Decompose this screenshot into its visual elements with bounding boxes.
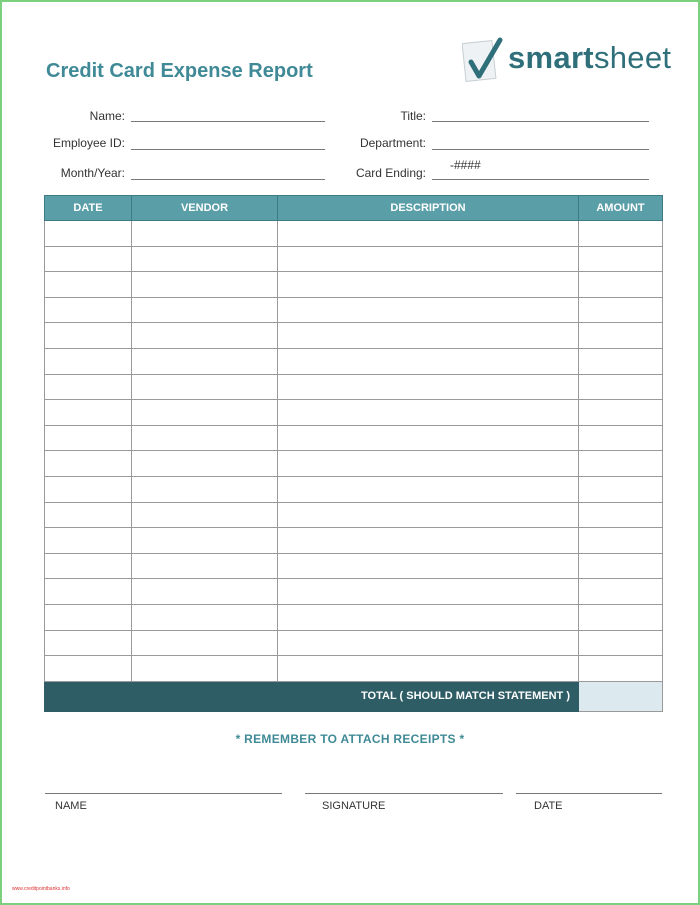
- vendor-cell[interactable]: [132, 246, 278, 272]
- table-row: [45, 221, 663, 247]
- description-cell[interactable]: [278, 502, 579, 528]
- description-cell[interactable]: [278, 348, 579, 374]
- vendor-cell[interactable]: [132, 221, 278, 247]
- vendor-cell[interactable]: [132, 400, 278, 426]
- total-row: [45, 681, 663, 711]
- description-cell[interactable]: [278, 604, 579, 630]
- amount-cell[interactable]: [579, 579, 663, 605]
- date-cell[interactable]: [45, 630, 132, 656]
- table-row: [45, 297, 663, 323]
- name-label: Name:: [89, 109, 125, 123]
- vendor-cell[interactable]: [132, 579, 278, 605]
- employee-id-field[interactable]: [131, 149, 325, 150]
- amount-cell[interactable]: [579, 656, 663, 682]
- table-row: [45, 348, 663, 374]
- description-cell[interactable]: [278, 246, 579, 272]
- footer-watermark: www.creditpointbanks.info: [12, 886, 70, 892]
- date-cell[interactable]: [45, 246, 132, 272]
- department-label: Department:: [359, 136, 426, 150]
- table-row: [45, 656, 663, 682]
- card-ending-value: -####: [450, 158, 481, 172]
- signature-date-label: DATE: [534, 800, 563, 812]
- employee-id-label: Employee ID:: [52, 136, 125, 150]
- date-cell[interactable]: [45, 425, 132, 451]
- description-cell[interactable]: [278, 374, 579, 400]
- date-cell[interactable]: [45, 502, 132, 528]
- table-row: [45, 400, 663, 426]
- logo-wordmark: smartsheet: [508, 40, 672, 75]
- month-year-field[interactable]: [131, 179, 325, 180]
- description-cell[interactable]: [278, 553, 579, 579]
- table-row: [45, 630, 663, 656]
- table-row: [45, 374, 663, 400]
- title-field[interactable]: [432, 121, 649, 122]
- table-header-row: [45, 196, 663, 221]
- description-cell[interactable]: [278, 297, 579, 323]
- date-cell[interactable]: [45, 579, 132, 605]
- table-row: [45, 579, 663, 605]
- table-row: [45, 451, 663, 477]
- date-cell[interactable]: [45, 297, 132, 323]
- vendor-cell[interactable]: [132, 272, 278, 298]
- date-cell[interactable]: [45, 348, 132, 374]
- amount-cell[interactable]: [579, 246, 663, 272]
- description-cell[interactable]: [278, 579, 579, 605]
- vendor-cell[interactable]: [132, 348, 278, 374]
- header-description: DESCRIPTION: [278, 196, 579, 221]
- table-row: [45, 323, 663, 349]
- report-title: Credit Card Expense Report: [46, 60, 313, 82]
- vendor-cell[interactable]: [132, 528, 278, 554]
- date-cell[interactable]: [45, 323, 132, 349]
- header-date: DATE: [45, 196, 132, 221]
- date-cell[interactable]: [45, 604, 132, 630]
- title-label: Title:: [400, 109, 426, 123]
- date-cell[interactable]: [45, 272, 132, 298]
- amount-cell[interactable]: [579, 502, 663, 528]
- date-cell[interactable]: [45, 528, 132, 554]
- description-cell[interactable]: [278, 272, 579, 298]
- vendor-cell[interactable]: [132, 656, 278, 682]
- signature-name-label: NAME: [55, 800, 87, 812]
- card-ending-field[interactable]: [432, 179, 649, 180]
- card-ending-label: Card Ending:: [355, 166, 426, 180]
- signature-line[interactable]: [305, 793, 503, 794]
- amount-cell[interactable]: [579, 323, 663, 349]
- vendor-cell[interactable]: [132, 502, 278, 528]
- date-cell[interactable]: [45, 400, 132, 426]
- department-field[interactable]: [432, 149, 649, 150]
- amount-cell[interactable]: [579, 630, 663, 656]
- date-signature-line[interactable]: [516, 793, 662, 794]
- amount-cell[interactable]: [579, 297, 663, 323]
- date-cell[interactable]: [45, 553, 132, 579]
- amount-cell[interactable]: [579, 221, 663, 247]
- vendor-cell[interactable]: [132, 425, 278, 451]
- table-row: [45, 425, 663, 451]
- description-cell[interactable]: [278, 656, 579, 682]
- vendor-cell[interactable]: [132, 553, 278, 579]
- table-row: [45, 272, 663, 298]
- amount-cell[interactable]: [579, 374, 663, 400]
- amount-cell[interactable]: [579, 400, 663, 426]
- header-vendor: VENDOR: [132, 196, 278, 221]
- amount-cell[interactable]: [579, 528, 663, 554]
- date-cell[interactable]: [45, 374, 132, 400]
- table-row: [45, 528, 663, 554]
- total-label: TOTAL ( SHOULD MATCH STATEMENT ): [45, 681, 579, 711]
- description-cell[interactable]: [278, 323, 579, 349]
- name-signature-line[interactable]: [45, 793, 282, 794]
- checkmark-icon: [462, 36, 506, 86]
- vendor-cell[interactable]: [132, 323, 278, 349]
- vendor-cell[interactable]: [132, 604, 278, 630]
- description-cell[interactable]: [278, 425, 579, 451]
- description-cell[interactable]: [278, 221, 579, 247]
- table-row: [45, 553, 663, 579]
- description-cell[interactable]: [278, 630, 579, 656]
- header-amount: AMOUNT: [579, 196, 663, 221]
- vendor-cell[interactable]: [132, 297, 278, 323]
- table-row: [45, 476, 663, 502]
- vendor-cell[interactable]: [132, 476, 278, 502]
- amount-cell[interactable]: [579, 604, 663, 630]
- amount-cell[interactable]: [579, 451, 663, 477]
- table-row: [45, 502, 663, 528]
- amount-cell[interactable]: [579, 476, 663, 502]
- smartsheet-logo: [462, 36, 682, 86]
- name-field[interactable]: [131, 121, 325, 122]
- total-amount-cell[interactable]: [579, 681, 663, 711]
- table-row: [45, 246, 663, 272]
- date-cell[interactable]: [45, 476, 132, 502]
- amount-cell[interactable]: [579, 272, 663, 298]
- vendor-cell[interactable]: [132, 374, 278, 400]
- amount-cell[interactable]: [579, 553, 663, 579]
- date-cell[interactable]: [45, 221, 132, 247]
- vendor-cell[interactable]: [132, 630, 278, 656]
- signature-label: SIGNATURE: [322, 800, 386, 812]
- expense-table: [44, 195, 663, 712]
- description-cell[interactable]: [278, 400, 579, 426]
- receipts-reminder: * REMEMBER TO ATTACH RECEIPTS *: [235, 732, 465, 746]
- amount-cell[interactable]: [579, 425, 663, 451]
- vendor-cell[interactable]: [132, 451, 278, 477]
- date-cell[interactable]: [45, 656, 132, 682]
- table-row: [45, 604, 663, 630]
- description-cell[interactable]: [278, 528, 579, 554]
- description-cell[interactable]: [278, 451, 579, 477]
- date-cell[interactable]: [45, 451, 132, 477]
- description-cell[interactable]: [278, 476, 579, 502]
- month-year-label: Month/Year:: [60, 166, 125, 180]
- amount-cell[interactable]: [579, 348, 663, 374]
